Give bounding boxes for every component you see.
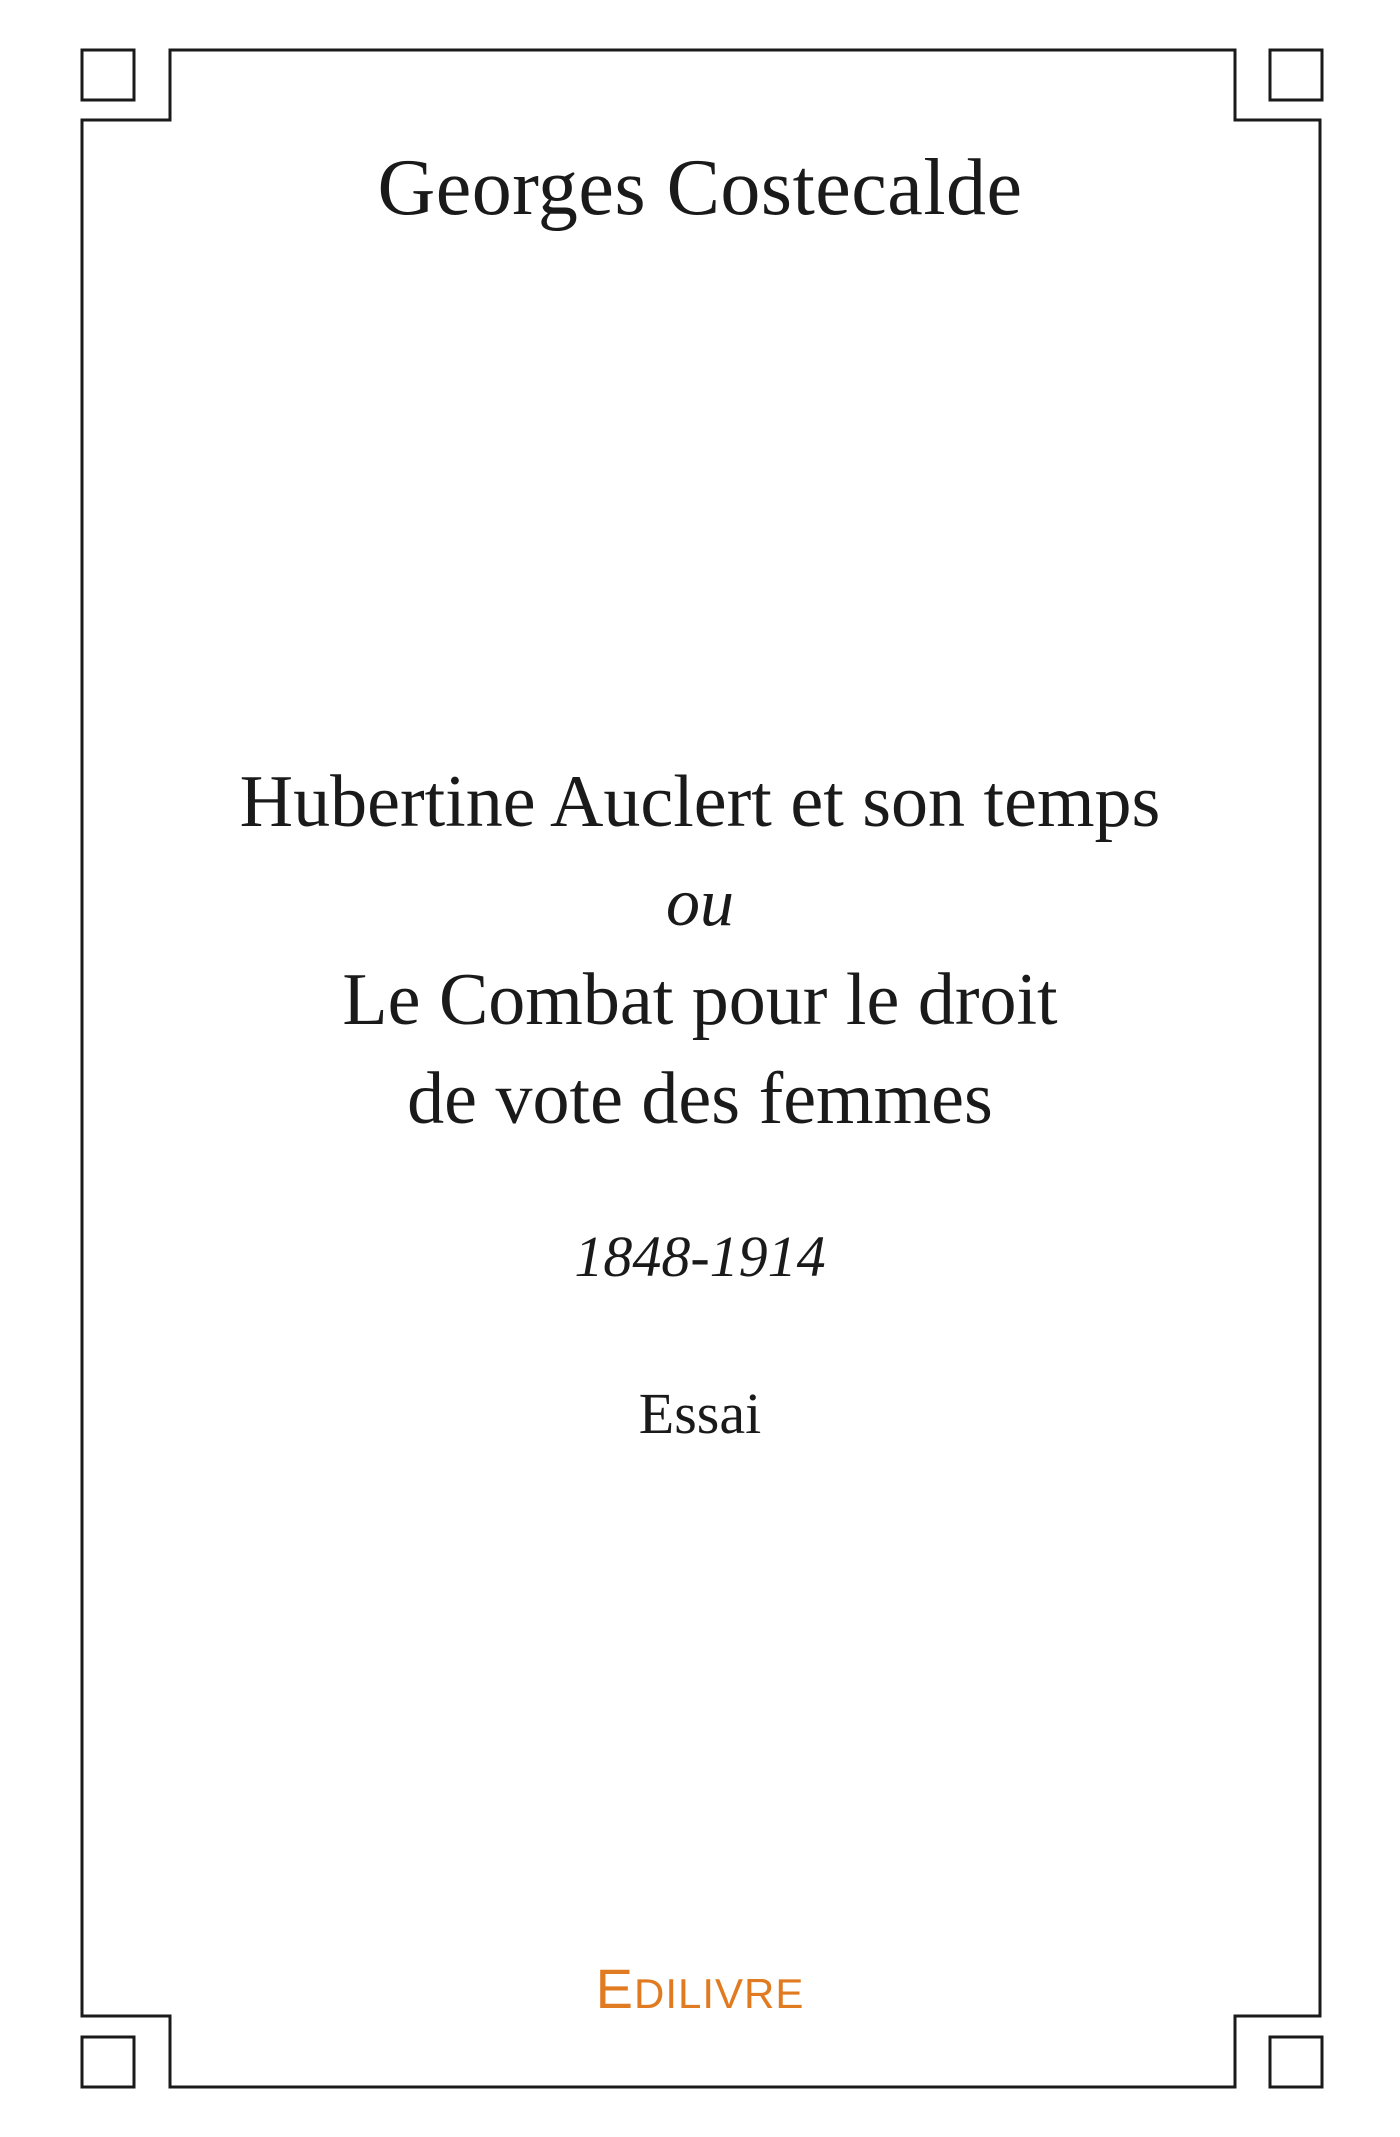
publisher-logo-rest: DILIVRE — [633, 1970, 805, 2017]
book-subtitle-line-1: Le Combat pour le droit — [342, 959, 1058, 1041]
publisher-logo — [0, 1957, 1400, 2020]
date-range: 1848-1914 — [574, 1224, 826, 1289]
corner-square-bottom-left — [82, 2037, 134, 2087]
book-title-connector: ou — [666, 864, 734, 940]
book-subtitle-line-2: de vote des femmes — [407, 1058, 993, 1140]
author-name: Georges Costecalde — [377, 144, 1023, 232]
book-title-line-1: Hubertine Auclert et son temps — [239, 761, 1161, 843]
corner-square-bottom-right — [1270, 2037, 1322, 2087]
publisher-logo-initial: E — [595, 1957, 634, 2020]
corner-square-top-right — [1270, 50, 1322, 100]
corner-square-top-left — [82, 50, 134, 100]
genre-label: Essai — [638, 1381, 762, 1446]
